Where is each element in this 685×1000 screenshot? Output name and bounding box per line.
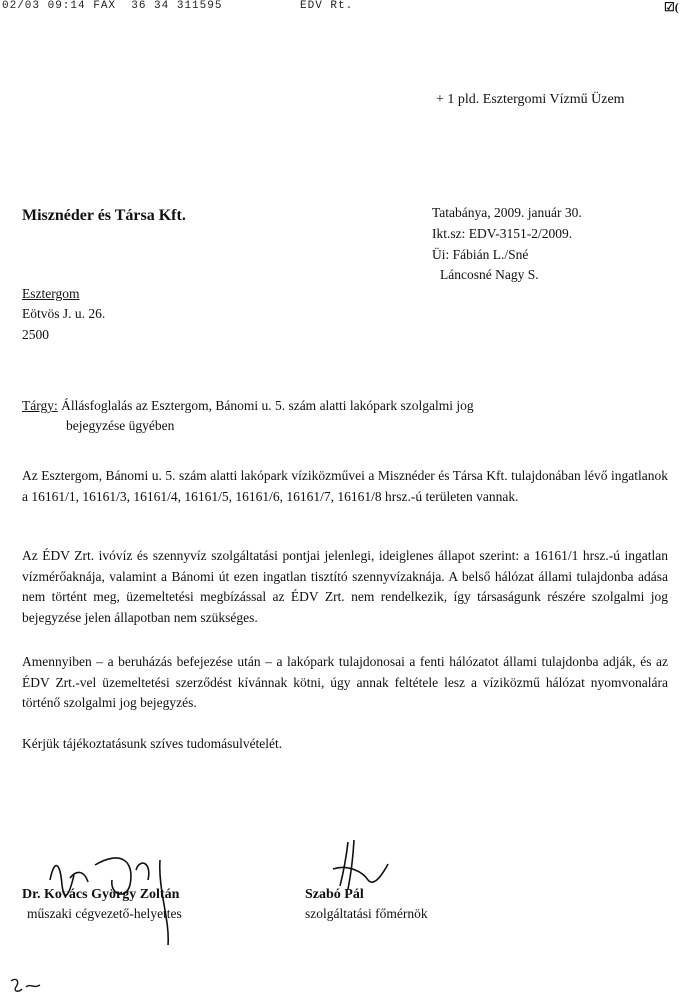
fax-header-datetime: 02/03 09:14 FAX 36 34 311595 — [2, 0, 223, 12]
file-number: Ikt.sz: EDV-3151-2/2009. — [432, 226, 573, 241]
body-paragraph-1: Az Esztergom, Bánomi u. 5. szám alatti lakópark víziközművei a Misznéder és Társa Kft. tulajdonában lévő ingatlanok a 16161/1, 16161/3, 16161/4, 16161/5, 16161/6, 16161/7, 16161/8 hrsz.-ú területen vannak. — [22, 468, 668, 504]
body-paragraph-2: Az ÉDV Zrt. ivóvíz és szennyvíz szolgáltatási pontjai jelenlegi, ideiglenes állapot szerint: a 16161/1 hrsz.-ú ingatlan vízmérőaknája, valamint a Bánomi út ezen ingatlan tisztító szennyvízaknája. A belső hálózat állami tulajdonba adása nem történt meg, üzemeltetési megbízással az ÉDV Zrt. nem rendelkezik, így társaságunk részére szolgalmi jog bejegyzése jelen állapotban nem szükséges. — [22, 548, 668, 625]
subject — [22, 396, 668, 436]
handler-second: Láncosné Nagy S. — [440, 267, 539, 282]
fax-corner-mark: ☑( — [664, 0, 679, 14]
body-paragraph-4: Kérjük tájékoztatásunk szíves tudomásulvételét. — [22, 736, 283, 751]
subject-label: Tárgy: — [22, 398, 58, 413]
signer-1-name: Dr. Kovács György Zoltán — [22, 887, 180, 902]
initials-mark-icon — [8, 975, 48, 997]
signer-2-name: Szabó Pál — [305, 887, 364, 902]
handler-label: Üi: Fábián L./Sné — [432, 247, 529, 262]
recipient-postcode: 2500 — [22, 327, 49, 342]
recipient-company: Misznéder és Társa Kft. — [22, 207, 186, 224]
fax-sender: ÉDV Rt. — [300, 0, 354, 12]
fax-number: 36 34 311595 — [131, 0, 223, 12]
recipient-city: Esztergom — [22, 286, 80, 301]
subject-line1: Állásfoglalás az Esztergom, Bánomi u. 5. szám alatti lakópark szolgalmi jog — [61, 398, 474, 413]
signature-szabo-icon — [318, 834, 408, 894]
recipient-street: Eötvös J. u. 26. — [22, 306, 106, 321]
copy-note: + 1 pld. Esztergomi Vízmű Üzem — [436, 92, 625, 107]
signer-1-title: műszaki cégvezető-helyettes — [27, 906, 182, 921]
body-paragraph-3: Amennyiben – a beruházás befejezése után – a lakópark tulajdonosai a fenti hálózatot állami tulajdonba adják, és az ÉDV Zrt.-vel üzemeltetési szerződést kívánnak kötni, úgy annak feltétele lesz a víziközmű hálózat nyomvonalára történő szolgalmi jog bejegyzés. — [22, 654, 668, 710]
subject-line2: bejegyzése ügyében — [66, 418, 175, 433]
signer-2-title: szolgáltatási főmérnök — [305, 906, 428, 921]
place-date: Tatabánya, 2009. január 30. — [432, 205, 582, 220]
